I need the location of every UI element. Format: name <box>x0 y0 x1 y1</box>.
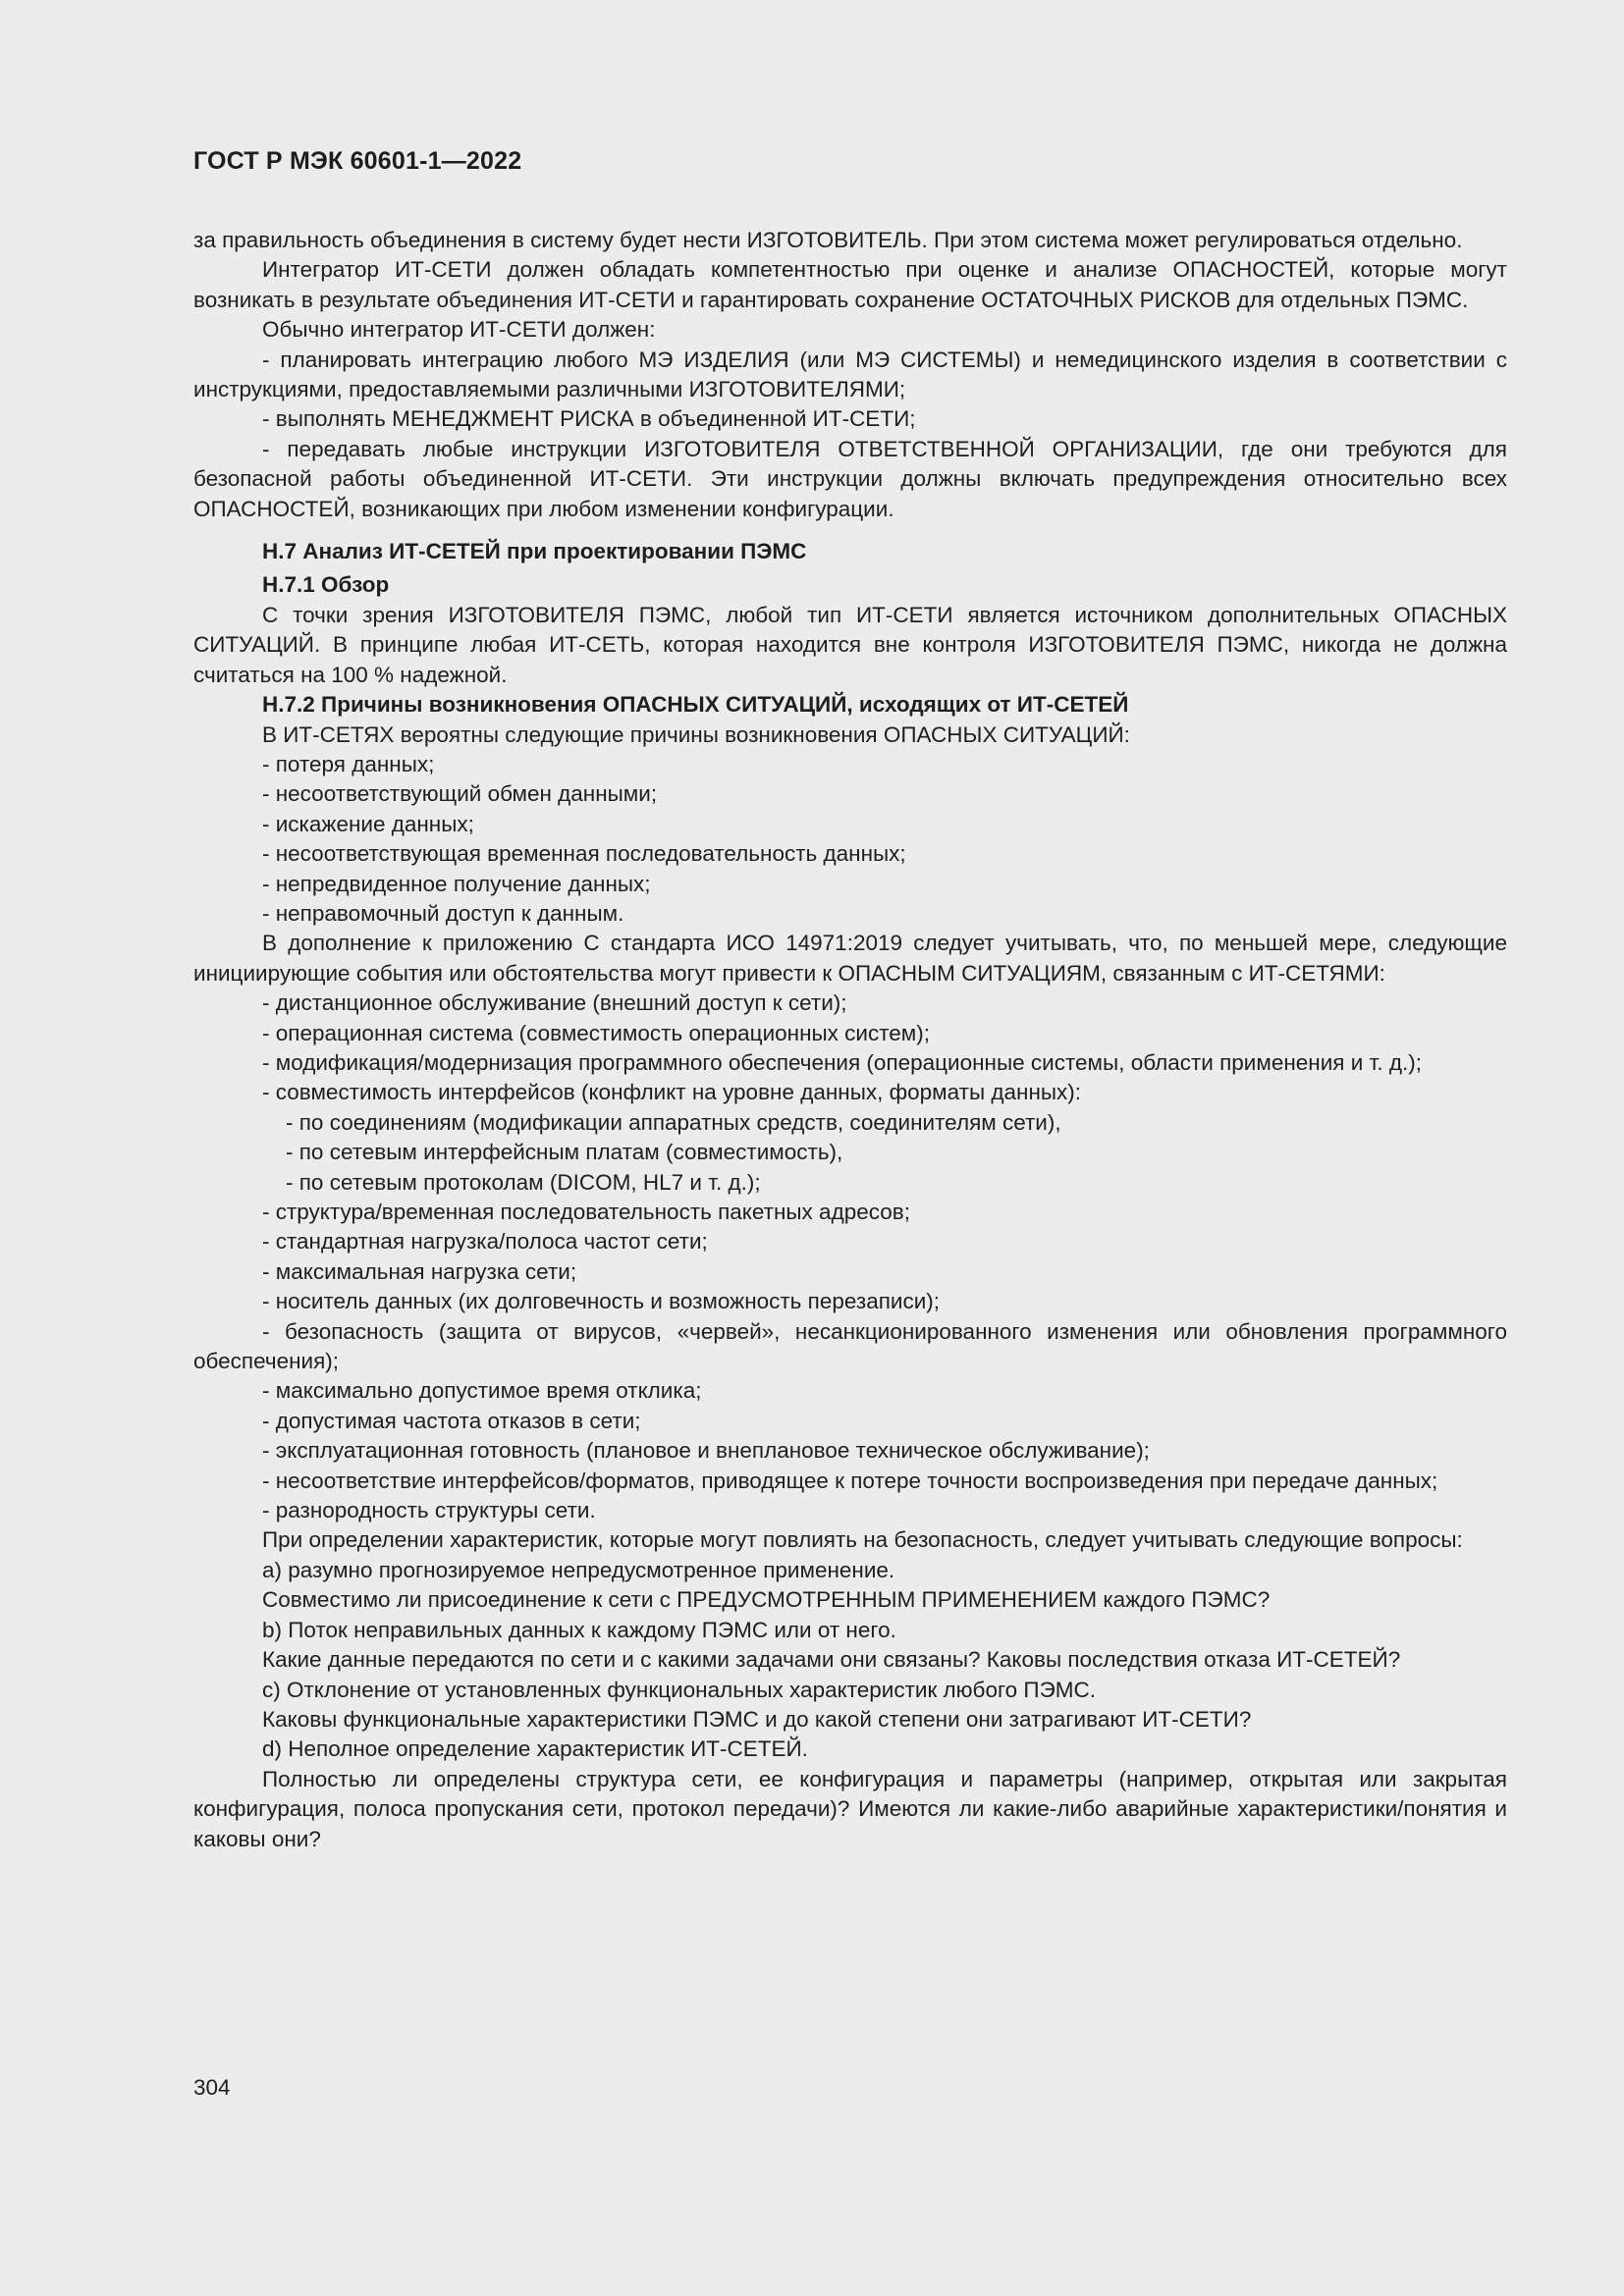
document-header: ГОСТ Р МЭК 60601-1—2022 <box>193 147 522 175</box>
list-item: - допустимая частота отказов в сети; <box>262 1408 641 1433</box>
paragraph: Интегратор ИТ-СЕТИ должен обладать компетентностью при оценке и анализе ОПАСНОСТЕЙ, которые могут возникать в результате объединения ИТ-СЕТИ и гарантировать сохранение ОСТАТОЧНЫХ РИСКОВ для отдельных ПЭМС. <box>193 257 1507 312</box>
list-item: - безопасность (защита от вирусов, «червей», несанкционированного изменения или обновления программного обеспечения); <box>193 1318 1507 1374</box>
list-item: - потеря данных; <box>262 751 435 776</box>
sub-list-item: - по соединениям (модификации аппаратных средств, соединителям сети), <box>286 1109 1061 1135</box>
list-item: - стандартная нагрузка/полоса частот сети; <box>262 1229 708 1255</box>
list-item: - неправомочный доступ к данным. <box>262 900 624 926</box>
section-heading-h7-1: H.7.1 Обзор <box>262 572 390 598</box>
list-item: - совместимость интерфейсов (конфликт на уровне данных, форматы данных): <box>262 1080 1082 1105</box>
list-item: - операционная система (совместимость операционных систем); <box>262 1020 931 1045</box>
paragraph: Каковы функциональные характеристики ПЭМС и до какой степени они затрагивают ИТ-СЕТИ? <box>262 1706 1252 1732</box>
list-item: - максимальная нагрузка сети; <box>262 1258 577 1284</box>
list-item: - разнородность структуры сети. <box>262 1498 596 1523</box>
paragraph: Обычно интегратор ИТ-СЕТИ должен: <box>262 317 656 343</box>
paragraph: В ИТ-СЕТЯХ вероятны следующие причины возникновения ОПАСНЫХ СИТУАЦИЙ: <box>262 721 1130 747</box>
list-item: - выполнять МЕНЕДЖМЕНТ РИСКА в объединенной ИТ-СЕТИ; <box>262 406 916 432</box>
section-heading-h7: H.7 Анализ ИТ-СЕТЕЙ при проектировании ПЭМС <box>262 539 807 564</box>
section-heading-h7-2: H.7.2 Причины возникновения ОПАСНЫХ СИТУАЦИЙ, исходящих от ИТ-СЕТЕЙ <box>262 692 1129 718</box>
list-item: - несоответствующая временная последовательность данных; <box>262 841 906 867</box>
list-item: - дистанционное обслуживание (внешний доступ к сети); <box>262 990 847 1016</box>
enumerated-item-b: b) Поток неправильных данных к каждому ПЭМС или от него. <box>262 1617 896 1642</box>
paragraph: При определении характеристик, которые могут повлиять на безопасность, следует учитывать следующие вопросы: <box>262 1527 1463 1553</box>
document-body <box>193 226 1507 1854</box>
sub-list-item: - по сетевым интерфейсным платам (совместимость), <box>286 1140 843 1165</box>
list-item: - несоответствие интерфейсов/форматов, приводящее к потере точности воспроизведения при передаче данных; <box>262 1468 1438 1493</box>
sub-list-item: - по сетевым протоколам (DICOM, HL7 и т. д.); <box>286 1169 761 1195</box>
list-item: - искажение данных; <box>262 811 474 836</box>
list-item: - носитель данных (их долговечность и возможность перезаписи); <box>262 1289 941 1314</box>
page-number: 304 <box>193 2075 231 2100</box>
paragraph: Какие данные передаются по сети и с какими задачами они связаны? Каковы последствия отказа ИТ-СЕТЕЙ? <box>262 1647 1401 1673</box>
list-item: - структура/временная последовательность пакетных адресов; <box>262 1200 910 1224</box>
list-item: - непредвиденное получение данных; <box>262 871 651 896</box>
paragraph: В дополнение к приложению C стандарта ИСО 14971:2019 следует учитывать, что, по меньшей мере, следующие инициирующие события или обстоятельства могут привести к ОПАСНЫМ СИТУАЦИЯМ, связанным с ИТ-СЕТЯМИ: <box>193 931 1507 986</box>
paragraph: Полностью ли определены структура сети, ее конфигурация и параметры (например, открытая или закрытая конфигурация, полоса пропускания сети, протокол передачи)? Имеются ли какие-либо аварийные характеристики/понятия и каковы они? <box>193 1766 1507 1851</box>
enumerated-item-c: c) Отклонение от установленных функциональных характеристик любого ПЭМС. <box>262 1677 1097 1702</box>
enumerated-item-a: a) разумно прогнозируемое непредусмотренное применение. <box>262 1557 895 1582</box>
paragraph: С точки зрения ИЗГОТОВИТЕЛЯ ПЭМС, любой тип ИТ-СЕТИ является источником дополнительных ОПАСНЫХ СИТУАЦИЙ. В принципе любая ИТ-СЕТЬ, которая находится вне контроля ИЗГОТОВИТЕЛЯ ПЭМС, никогда не должна считаться на 100 % надежной. <box>193 602 1507 687</box>
list-item: - эксплуатационная готовность (плановое и внеплановое техническое обслуживание); <box>262 1438 1150 1464</box>
list-item: - планировать интеграцию любого МЭ ИЗДЕЛИЯ (или МЭ СИСТЕМЫ) и немедицинского изделия в соответствии с инструкциями, предоставляемыми различными ИЗГОТОВИТЕЛЯМИ; <box>193 347 1507 402</box>
paragraph: Совместимо ли присоединение к сети с ПРЕДУСМОТРЕННЫМ ПРИМЕНЕНИЕМ каждого ПЭМС? <box>262 1587 1271 1613</box>
enumerated-item-d: d) Неполное определение характеристик ИТ-СЕТЕЙ. <box>262 1736 808 1762</box>
list-item: - несоответствующий обмен данными; <box>262 781 658 807</box>
list-item: - модификация/модернизация программного обеспечения (операционные системы, области применения и т. д.); <box>262 1049 1422 1075</box>
list-item: - передавать любые инструкции ИЗГОТОВИТЕЛЯ ОТВЕТСТВЕННОЙ ОРГАНИЗАЦИИ, где они требуются для безопасной работы объединенной ИТ-СЕТИ. Эти инструкции должны включать предупреждения относительно всех ОПАСНОСТЕЙ, возникающих при любом изменении конфигурации. <box>193 436 1507 521</box>
paragraph: за правильность объединения в систему будет нести ИЗГОТОВИТЕЛЬ. При этом система может регулироваться отдельно. <box>193 228 1463 252</box>
list-item: - максимально допустимое время отклика; <box>262 1378 702 1404</box>
